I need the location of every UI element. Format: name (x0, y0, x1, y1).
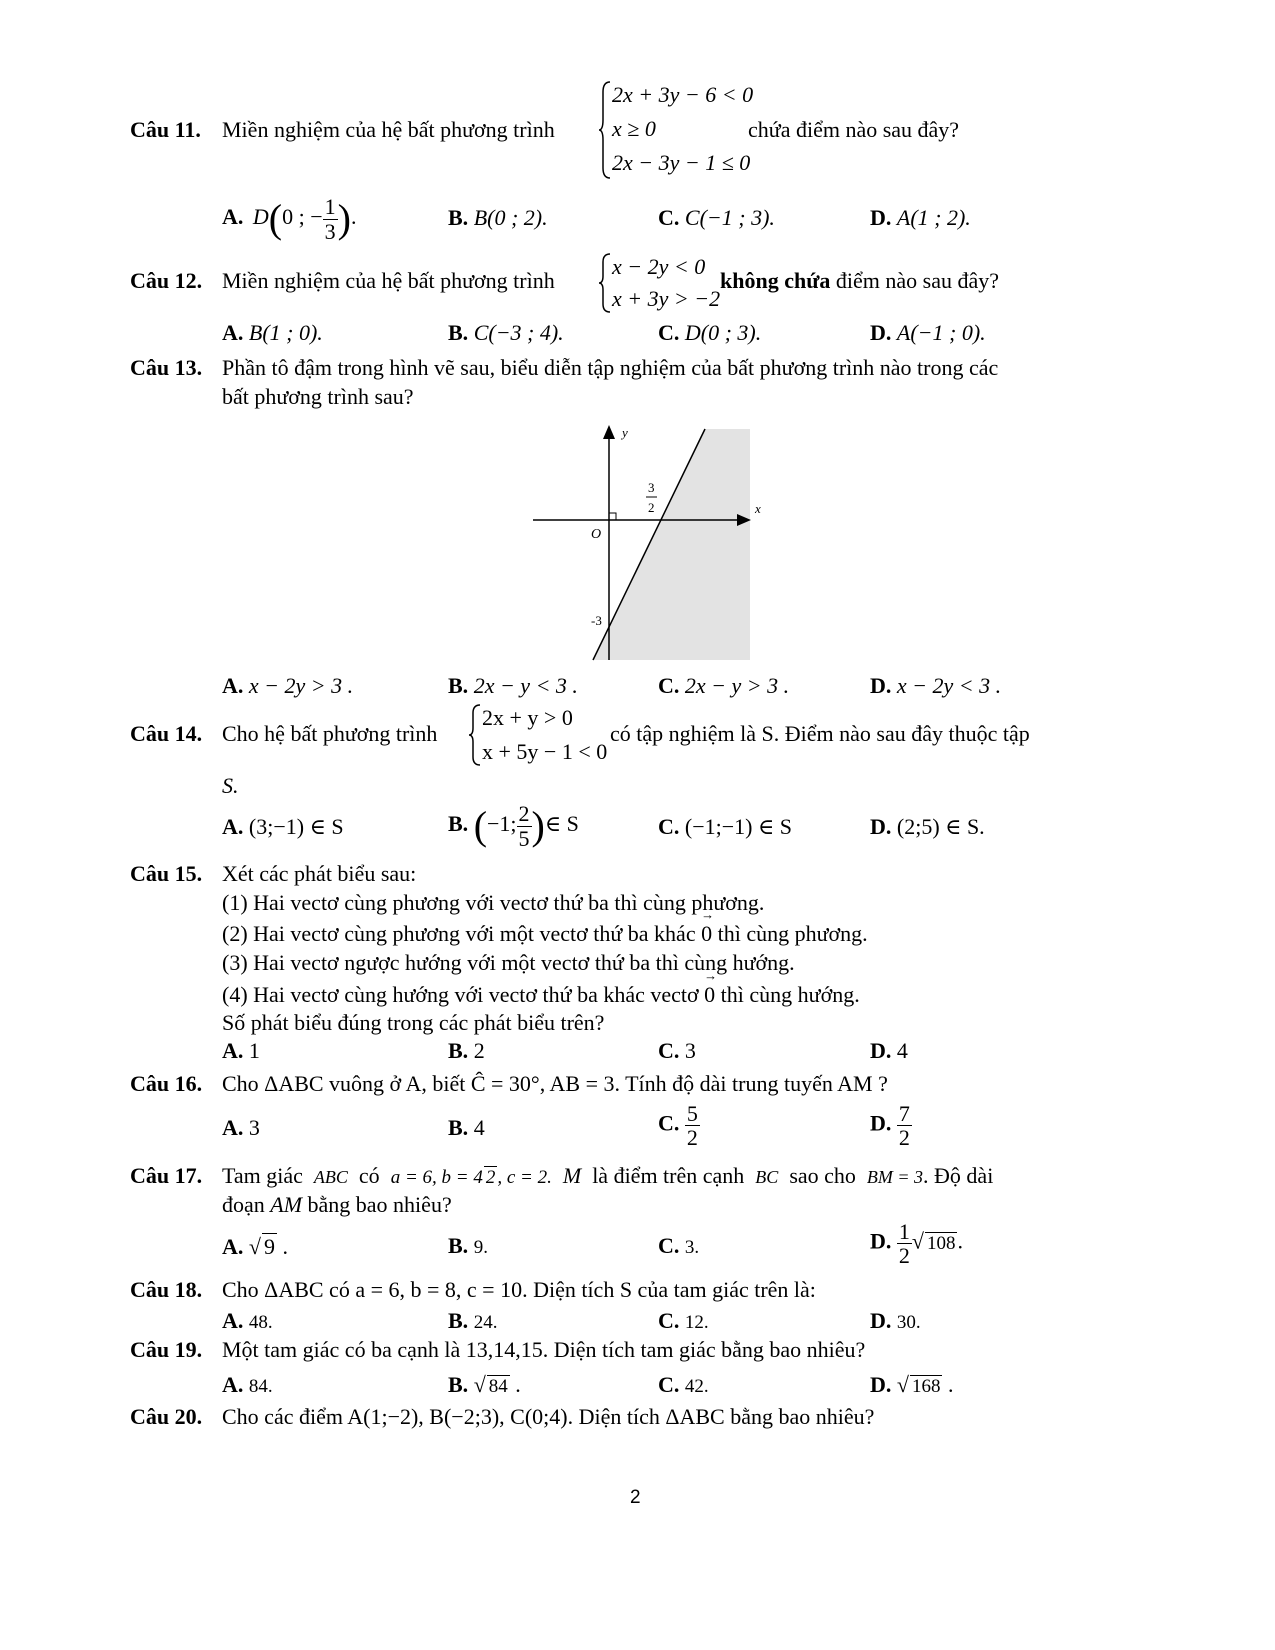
q14-text: Cho hệ bất phương trình (222, 721, 438, 746)
q15-intro: Xét các phát biểu sau: (222, 861, 417, 886)
q11-label: Câu 11. (130, 117, 201, 142)
q11-eq3: 2x − 3y − 1 ≤ 0 (612, 150, 751, 175)
x-label: x (755, 501, 761, 516)
x-intercept-num: 3 (648, 480, 655, 495)
q14-option-d: D. (2;5) ∈ S. (870, 814, 985, 839)
q13-line2: bất phương trình sau? (222, 384, 414, 409)
q17-line2: đoạn AM bằng bao nhiêu? (222, 1192, 452, 1217)
q14-label: Câu 14. (130, 721, 203, 746)
q17-option-a: A. √ 9 . (222, 1234, 288, 1259)
q14-option-b: B. (−1; $\frac{2}{5}$ )∈ S (448, 801, 579, 851)
zero-vector-icon: → 0 (701, 921, 712, 947)
q11-system (598, 80, 754, 180)
q17-line1: Tam giác ABC có a = 6, b = 4 2 , c = 2. M là điểm trên cạnh BC sao cho BM = 3. Độ dài (222, 1163, 994, 1188)
q13-option-c: C. 2x − y > 3 . (658, 673, 790, 698)
q17-option-c: C. 3. (658, 1233, 700, 1258)
q13-option-d: D. x − 2y < 3 . (870, 673, 1002, 698)
q13-option-b: B. 2x − y < 3 . (448, 673, 578, 698)
q19-label: Câu 19. (130, 1337, 203, 1362)
brace-icon (598, 252, 612, 314)
q18-label: Câu 18. (130, 1277, 203, 1302)
q19-option-a: A. 84. (222, 1372, 273, 1397)
q11-eq2: x ≥ 0 (612, 116, 656, 141)
q14-system (468, 703, 608, 767)
q15-statement-4: (4) Hai vectơ cùng hướng với vectơ thứ ba khác vectơ → 0 thì cùng hướng. (222, 982, 860, 1008)
q12-option-d: D. A(−1 ; 0). (870, 320, 986, 345)
q18-option-a: A. 48. (222, 1308, 273, 1333)
q14-text-line2: S. (222, 773, 239, 798)
q19-option-c: C. 42. (658, 1372, 709, 1397)
zero-vector-icon: → 0 (704, 982, 715, 1008)
q15-option-d: D. 4 (870, 1038, 908, 1063)
brace-icon (598, 80, 612, 180)
q11-text: Miền nghiệm của hệ bất phương trình (222, 117, 555, 142)
y-intercept-label: -3 (591, 613, 602, 628)
q17-option-d: D. $\frac{1}{2}$ √ 108. (870, 1219, 963, 1269)
q17-label: Câu 17. (130, 1163, 203, 1188)
q11-option-d: D. A(1 ; 2). (870, 205, 971, 230)
q20-text: Cho các điểm A(1;−2), B(−2;3), C(0;4). Diện tích ΔABC bằng bao nhiêu? (222, 1404, 875, 1429)
q19-option-b: B. √ 84 . (448, 1372, 521, 1397)
q14-eq2: x + 5y − 1 < 0 (482, 739, 608, 764)
q12-system (598, 252, 721, 314)
x-intercept-den: 2 (648, 500, 655, 515)
q12-option-a: A. B(1 ; 0). (222, 320, 323, 345)
q20-label: Câu 20. (130, 1404, 203, 1429)
q15-option-b: B. 2 (448, 1038, 485, 1063)
q12-text-after: không chứa điểm nào sau đây? (720, 268, 1000, 293)
q15-option-a: A. 1 (222, 1038, 260, 1063)
q16-label: Câu 16. (130, 1071, 203, 1096)
right-angle-mark (609, 513, 616, 520)
q19-option-d: D. √ 168 . (870, 1372, 954, 1397)
q11-eq1: 2x + 3y − 6 < 0 (612, 82, 754, 107)
q16-option-c: C. $\frac{5}{2}$ (658, 1101, 698, 1151)
q14-option-a: A. (3;−1) ∈ S (222, 814, 344, 839)
q18-text: Cho ΔABC có a = 6, b = 8, c = 10. Diện tích S của tam giác trên là: (222, 1277, 816, 1302)
q12-eq1: x − 2y < 0 (612, 254, 706, 279)
q15-statement-1: (1) Hai vectơ cùng phương với vectơ thứ ba thì cùng phương. (222, 890, 765, 915)
q14-option-c: C. (−1;−1) ∈ S (658, 814, 792, 839)
q15-label: Câu 15. (130, 861, 203, 886)
q11-option-c: C. C(−1 ; 3). (658, 205, 775, 230)
page-number: 2 (630, 1487, 641, 1508)
q11-option-a: A. D(0 ; − $\frac{1}{3}$ ). (222, 194, 357, 244)
q13-line1: Phần tô đậm trong hình vẽ sau, biểu diễn tập nghiệm của bất phương trình nào trong các (222, 355, 999, 380)
q15-statement-3: (3) Hai vectơ ngược hướng với một vectơ thứ ba thì cùng hướng. (222, 950, 795, 975)
brace-icon (468, 703, 482, 767)
q18-option-d: D. 30. (870, 1308, 921, 1333)
q17-option-b: B. 9. (448, 1233, 488, 1258)
q16-option-b: B. 4 (448, 1115, 485, 1140)
q16-option-d: D. $\frac{7}{2}$ (870, 1101, 910, 1151)
q16-text: Cho ΔABC vuông ở A, biết Ĉ = 30°, AB = 3. Tính độ dài trung tuyến AM ? (222, 1071, 888, 1096)
q13-label: Câu 13. (130, 355, 203, 380)
origin-label: O (591, 527, 602, 542)
shaded-region (593, 429, 750, 660)
q15-option-c: C. 3 (658, 1038, 696, 1063)
q16-option-a: A. 3 (222, 1115, 260, 1140)
q19-text: Một tam giác có ba cạnh là 13,14,15. Diện tích tam giác bằng bao nhiêu? (222, 1337, 866, 1362)
q13-graph (525, 420, 775, 665)
q14-eq1: 2x + y > 0 (482, 705, 573, 730)
q13-option-a: A. x − 2y > 3 . (222, 673, 354, 698)
q12-option-b: B. C(−3 ; 4). (448, 320, 564, 345)
q18-option-c: C. 12. (658, 1308, 709, 1333)
q11-text-after: chứa điểm nào sau đây? (748, 117, 960, 142)
y-axis-arrow-icon (603, 425, 615, 439)
q14-text-after: có tập nghiệm là S. Điểm nào sau đây thuộc tập (610, 721, 1030, 746)
y-label: y (622, 425, 628, 440)
q12-label: Câu 12. (130, 268, 203, 293)
q18-option-b: B. 24. (448, 1308, 498, 1333)
q11-option-b: B. B(0 ; 2). (448, 205, 548, 230)
q12-text: Miền nghiệm của hệ bất phương trình (222, 268, 555, 293)
q12-option-c: C. D(0 ; 3). (658, 320, 762, 345)
q12-eq2: x + 3y > −2 (612, 286, 721, 311)
q15-statement-2: (2) Hai vectơ cùng phương với một vectơ thứ ba khác → 0 thì cùng phương. (222, 921, 868, 947)
q15-question: Số phát biểu đúng trong các phát biểu trên? (222, 1010, 605, 1035)
